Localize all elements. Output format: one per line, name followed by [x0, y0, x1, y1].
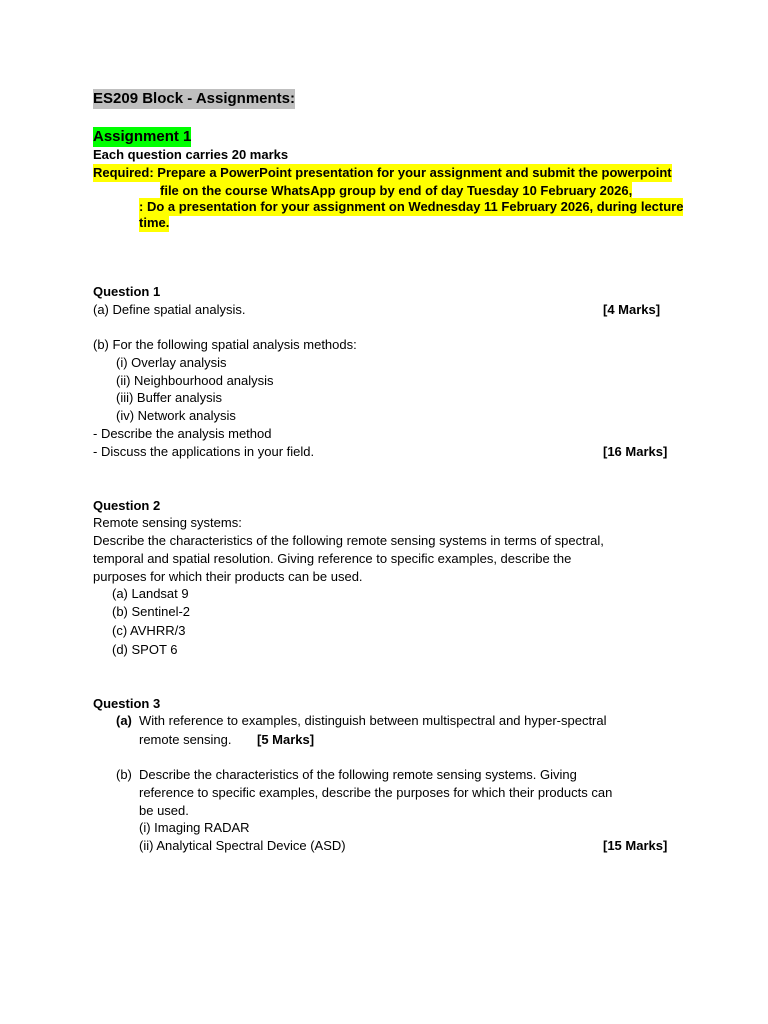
assignment-title: Assignment 1: [93, 128, 192, 145]
q2-item: (c) AVHRR/3: [112, 623, 186, 638]
question-1-heading: Question 1: [93, 284, 161, 299]
q2-subtitle: Remote sensing systems:: [93, 515, 242, 530]
q3-part-b-line-1: Describe the characteristics of the following remote sensing systems. Giving: [139, 767, 577, 782]
q3-part-b-line-2: reference to specific examples, describe the purposes for which their products can: [139, 785, 613, 800]
question-2-heading: Question 2: [93, 498, 161, 513]
required-line-2: file on the course WhatsApp group by end of day Tuesday 10 February 2026,: [160, 183, 633, 198]
q2-paragraph-line: Describe the characteristics of the following remote sensing systems in terms of spectral,: [93, 533, 604, 548]
q1-task-describe: - Describe the analysis method: [93, 426, 272, 441]
q3-part-b-line-3: be used.: [139, 803, 189, 818]
q3-item: (ii) Analytical Spectral Device (ASD): [139, 838, 346, 853]
document-title: ES209 Block - Assignments:: [93, 90, 296, 107]
required-label: Required:: [93, 165, 154, 180]
q2-paragraph-line: purposes for which their products can be used.: [93, 569, 363, 584]
q3-part-a-line-1: With reference to examples, distinguish between multispectral and hyper-spectral: [139, 713, 607, 728]
q1-part-b-marks: [16 Marks]: [603, 444, 668, 459]
q1-item: (i) Overlay analysis: [116, 355, 227, 370]
marks-note: Each question carries 20 marks: [93, 147, 289, 162]
q1-part-a: (a) Define spatial analysis.: [93, 302, 246, 317]
question-3-heading: Question 3: [93, 696, 161, 711]
q1-part-b: (b) For the following spatial analysis methods:: [93, 337, 357, 352]
q3-part-a-marks: [5 Marks]: [257, 732, 315, 747]
q1-item: (ii) Neighbourhood analysis: [116, 373, 274, 388]
q2-item: (a) Landsat 9: [112, 586, 189, 601]
required-line-3: : Do a presentation for your assignment on Wednesday 11 February 2026, during lecture: [139, 199, 684, 214]
q3-item: (i) Imaging RADAR: [139, 820, 250, 835]
q3-part-a-line-2: remote sensing.: [139, 732, 232, 747]
q2-item: (b) Sentinel-2: [112, 604, 191, 619]
required-line-1: [93, 164, 672, 182]
q3-part-b-marks: [15 Marks]: [603, 838, 668, 853]
q1-item: (iv) Network analysis: [116, 408, 236, 423]
q2-paragraph-line: temporal and spatial resolution. Giving reference to specific examples, describe the: [93, 551, 572, 566]
required-line-4: time.: [139, 215, 170, 230]
q3-part-b-label: (b): [116, 767, 132, 782]
q3-part-a-label: (a): [116, 713, 132, 728]
q1-item: (iii) Buffer analysis: [116, 390, 222, 405]
q1-task-discuss: - Discuss the applications in your field.: [93, 444, 315, 459]
q1-part-a-marks: [4 Marks]: [603, 302, 661, 317]
q2-item: (d) SPOT 6: [112, 642, 178, 657]
required-text-1: Prepare a PowerPoint presentation for your assignment and submit the powerpoint: [157, 165, 672, 180]
